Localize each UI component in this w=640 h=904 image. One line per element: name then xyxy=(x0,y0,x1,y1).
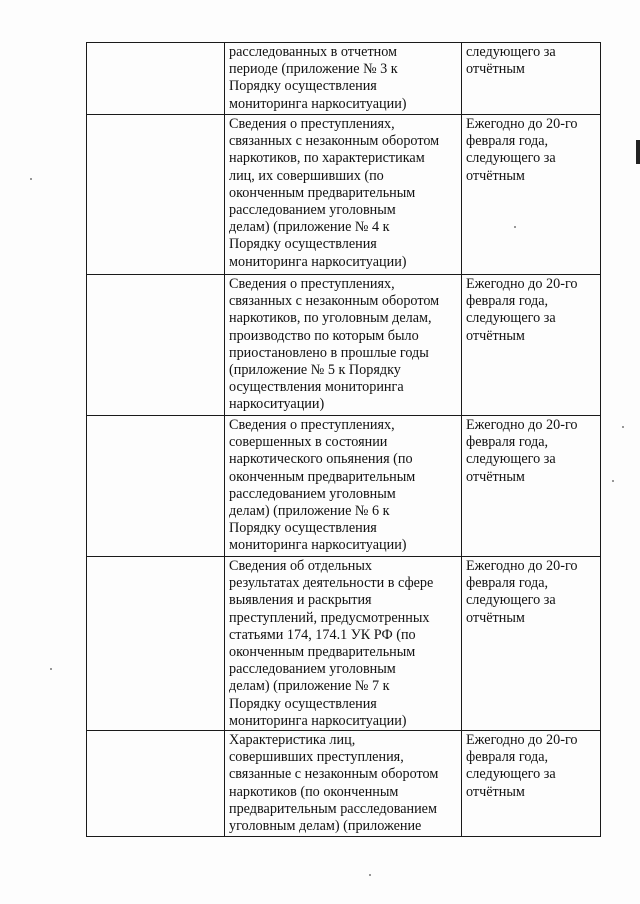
deadline-cell: Ежегодно до 20-го февраля года, следующего за отчётным xyxy=(462,275,601,416)
description-cell: Сведения об отдельных результатах деятельности в сфере выявления и раскрытия преступлений, предусмотренных статьями 174, 174.1 УК РФ (по оконченным предварительным расследованием уголовным делам) (приложение № 7 к Порядку осуществления мониторинга наркоситуации) xyxy=(225,557,462,731)
scan-speck xyxy=(30,178,32,180)
table-row xyxy=(87,416,601,557)
deadline-cell: Ежегодно до 20-го февраля года, следующего за отчётным xyxy=(462,731,601,837)
number-cell xyxy=(87,416,225,557)
number-cell xyxy=(87,115,225,275)
description-cell: Сведения о преступлениях, совершенных в состоянии наркотического опьянения (по оконченным предварительным расследованием уголовным делам) (приложение № 6 к Порядку осуществления мониторинга наркоситуации) xyxy=(225,416,462,557)
table-row xyxy=(87,275,601,416)
table-row xyxy=(87,731,601,837)
scan-speck xyxy=(50,668,52,670)
scan-speck xyxy=(369,874,371,876)
description-cell: Сведения о преступлениях, связанных с незаконным оборотом наркотиков, по уголовным делам, производство по которым было приостановлено в прошлые годы (приложение № 5 к Порядку осуществления мониторинга наркоситуации) xyxy=(225,275,462,416)
number-cell xyxy=(87,557,225,731)
deadline-cell: Ежегодно до 20-го февраля года, следующего за отчётным xyxy=(462,115,601,275)
table-row xyxy=(87,43,601,115)
scan-edge-mark xyxy=(636,140,640,164)
number-cell xyxy=(87,275,225,416)
description-cell: расследованных в отчетном периоде (приложение № 3 к Порядку осуществления мониторинга наркоситуации) xyxy=(225,43,462,115)
number-cell xyxy=(87,731,225,837)
scan-speck xyxy=(514,226,516,228)
scan-speck xyxy=(612,480,614,482)
table-row xyxy=(87,557,601,731)
deadline-cell: следующего за отчётным xyxy=(462,43,601,115)
description-cell: Сведения о преступлениях, связанных с незаконным оборотом наркотиков, по характеристикам лиц, их совершивших (по оконченным предварительным расследованием уголовным делам) (приложение № 4 к Порядку осуществления мониторинга наркоситуации) xyxy=(225,115,462,275)
table-row xyxy=(87,115,601,275)
number-cell xyxy=(87,43,225,115)
deadline-cell: Ежегодно до 20-го февраля года, следующего за отчётным xyxy=(462,416,601,557)
description-cell: Характеристика лиц, совершивших преступления, связанные с незаконным оборотом наркотиков (по оконченным предварительным расследованием уголовным делам) (приложение xyxy=(225,731,462,837)
deadline-cell: Ежегодно до 20-го февраля года, следующего за отчётным xyxy=(462,557,601,731)
report-table xyxy=(86,42,601,837)
scan-speck xyxy=(622,426,624,428)
